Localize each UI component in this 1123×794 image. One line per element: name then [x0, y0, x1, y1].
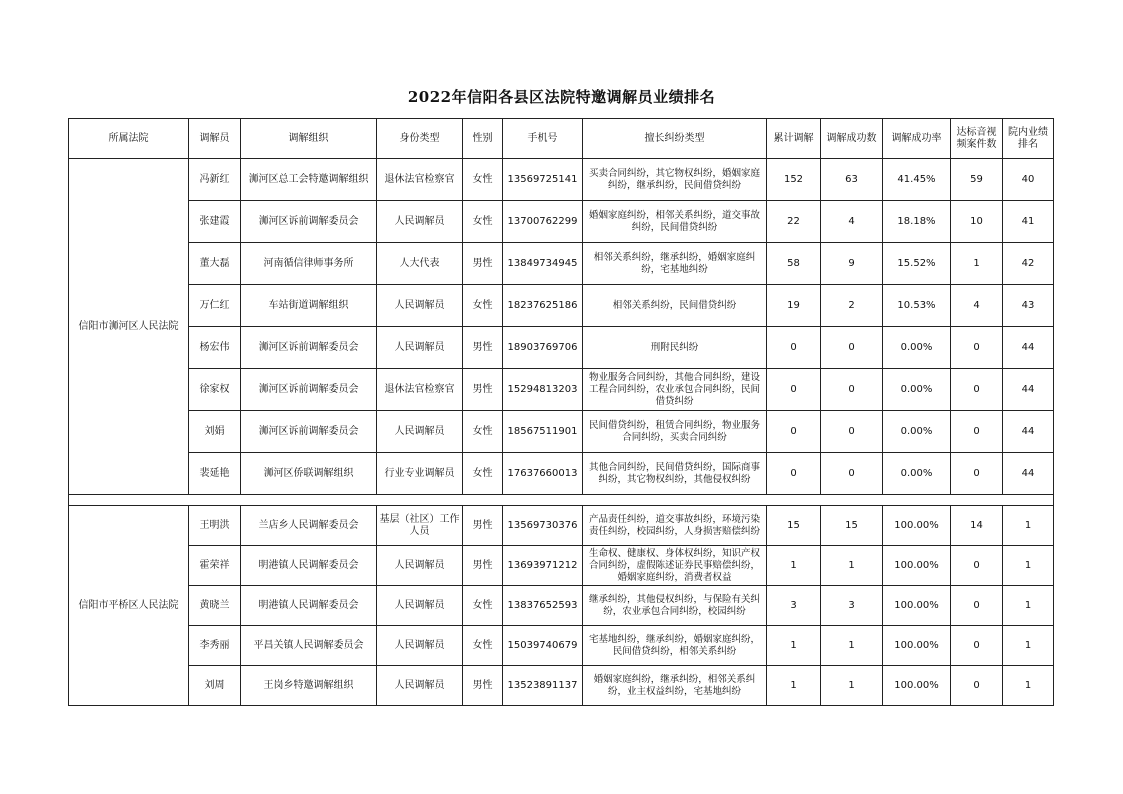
court-rank: 1 — [1003, 626, 1054, 666]
av-case-count: 14 — [951, 506, 1003, 546]
success-rate: 15.52% — [883, 243, 951, 285]
table-row — [69, 369, 1054, 411]
mediation-org: 明港镇人民调解委员会 — [241, 546, 377, 586]
mediation-org: 浉河区诉前调解委员会 — [241, 201, 377, 243]
total-mediated: 22 — [767, 201, 821, 243]
phone: 18567511901 — [503, 411, 583, 453]
identity-type: 人民调解员 — [377, 626, 463, 666]
gender: 女性 — [463, 626, 503, 666]
success-rate: 100.00% — [883, 586, 951, 626]
total-mediated: 0 — [767, 411, 821, 453]
total-mediated: 3 — [767, 586, 821, 626]
dispute-types: 产品责任纠纷，道交事故纠纷，环境污染责任纠纷，校园纠纷，人身损害赔偿纠纷 — [583, 506, 767, 546]
av-case-count: 0 — [951, 626, 1003, 666]
col-header-rate: 调解成功率 — [883, 119, 951, 159]
identity-type: 人民调解员 — [377, 285, 463, 327]
success-count: 1 — [821, 666, 883, 706]
mediation-org: 浉河区总工会特邀调解组织 — [241, 159, 377, 201]
mediation-org: 河南循信律师事务所 — [241, 243, 377, 285]
mediator-name: 裴延艳 — [189, 453, 241, 495]
identity-type: 退休法官检察官 — [377, 369, 463, 411]
success-rate: 100.00% — [883, 626, 951, 666]
dispute-types: 物业服务合同纠纷，其他合同纠纷，建设工程合同纠纷，农业承包合同纠纷，民间借贷纠纷 — [583, 369, 767, 411]
court-name: 信阳市平桥区人民法院 — [69, 506, 189, 706]
phone: 18237625186 — [503, 285, 583, 327]
total-mediated: 0 — [767, 453, 821, 495]
court-rank: 1 — [1003, 546, 1054, 586]
success-rate: 18.18% — [883, 201, 951, 243]
av-case-count: 1 — [951, 243, 1003, 285]
mediator-name: 刘周 — [189, 666, 241, 706]
dispute-types: 宅基地纠纷，继承纠纷，婚姻家庭纠纷，民间借贷纠纷，相邻关系纠纷 — [583, 626, 767, 666]
phone: 13569730376 — [503, 506, 583, 546]
table-row — [69, 666, 1054, 706]
col-header-identity: 身份类型 — [377, 119, 463, 159]
total-mediated: 19 — [767, 285, 821, 327]
identity-type: 人民调解员 — [377, 201, 463, 243]
success-rate: 100.00% — [883, 546, 951, 586]
total-mediated: 152 — [767, 159, 821, 201]
table-row — [69, 586, 1054, 626]
dispute-types: 刑附民纠纷 — [583, 327, 767, 369]
success-rate: 0.00% — [883, 327, 951, 369]
av-case-count: 4 — [951, 285, 1003, 327]
col-header-court: 所属法院 — [69, 119, 189, 159]
table-row — [69, 506, 1054, 546]
av-case-count: 10 — [951, 201, 1003, 243]
mediation-org: 浉河区侨联调解组织 — [241, 453, 377, 495]
mediator-name: 冯新红 — [189, 159, 241, 201]
mediator-name: 刘娟 — [189, 411, 241, 453]
identity-type: 人大代表 — [377, 243, 463, 285]
av-case-count: 0 — [951, 453, 1003, 495]
ranking-table — [68, 118, 1054, 706]
dispute-types: 其他合同纠纷，民间借贷纠纷，国际商事纠纷，其它物权纠纷，其他侵权纠纷 — [583, 453, 767, 495]
court-rank: 1 — [1003, 506, 1054, 546]
av-case-count: 0 — [951, 327, 1003, 369]
table-row — [69, 411, 1054, 453]
mediation-org: 兰店乡人民调解委员会 — [241, 506, 377, 546]
success-count: 9 — [821, 243, 883, 285]
mediator-name: 董大磊 — [189, 243, 241, 285]
identity-type: 基层（社区）工作人员 — [377, 506, 463, 546]
phone: 13523891137 — [503, 666, 583, 706]
gender: 女性 — [463, 159, 503, 201]
gender: 男性 — [463, 369, 503, 411]
success-count: 63 — [821, 159, 883, 201]
mediation-org: 浉河区诉前调解委员会 — [241, 369, 377, 411]
success-count: 0 — [821, 453, 883, 495]
total-mediated: 58 — [767, 243, 821, 285]
phone: 18903769706 — [503, 327, 583, 369]
identity-type: 人民调解员 — [377, 546, 463, 586]
col-header-phone: 手机号 — [503, 119, 583, 159]
gender: 女性 — [463, 453, 503, 495]
dispute-types: 生命权、健康权、身体权纠纷，知识产权合同纠纷，虚假陈述证券民事赔偿纠纷，婚姻家庭纠纷，消费者权益 — [583, 546, 767, 586]
header-row — [69, 119, 1054, 159]
court-rank: 44 — [1003, 369, 1054, 411]
mediation-org: 明港镇人民调解委员会 — [241, 586, 377, 626]
mediator-name: 李秀丽 — [189, 626, 241, 666]
gender: 男性 — [463, 546, 503, 586]
phone: 15294813203 — [503, 369, 583, 411]
gender: 女性 — [463, 201, 503, 243]
av-case-count: 0 — [951, 369, 1003, 411]
success-count: 0 — [821, 327, 883, 369]
success-count: 0 — [821, 411, 883, 453]
av-case-count: 0 — [951, 546, 1003, 586]
col-header-dispute-types: 擅长纠纷类型 — [583, 119, 767, 159]
success-count: 0 — [821, 369, 883, 411]
table-row — [69, 201, 1054, 243]
phone: 13837652593 — [503, 586, 583, 626]
success-count: 1 — [821, 626, 883, 666]
court-rank: 44 — [1003, 411, 1054, 453]
court-rank: 1 — [1003, 666, 1054, 706]
table-row — [69, 626, 1054, 666]
success-rate: 10.53% — [883, 285, 951, 327]
identity-type: 人民调解员 — [377, 411, 463, 453]
success-rate: 100.00% — [883, 506, 951, 546]
dispute-types: 继承纠纷，其他侵权纠纷，与保险有关纠纷，农业承包合同纠纷，校园纠纷 — [583, 586, 767, 626]
success-count: 3 — [821, 586, 883, 626]
phone: 13569725141 — [503, 159, 583, 201]
gender: 男性 — [463, 506, 503, 546]
phone: 17637660013 — [503, 453, 583, 495]
phone: 13849734945 — [503, 243, 583, 285]
table-row — [69, 453, 1054, 495]
success-count: 2 — [821, 285, 883, 327]
court-rank: 41 — [1003, 201, 1054, 243]
total-mediated: 1 — [767, 626, 821, 666]
gender: 女性 — [463, 285, 503, 327]
table-row — [69, 546, 1054, 586]
page-title: 2022年信阳各县区法院特邀调解员业绩排名 — [407, 88, 716, 106]
gender: 女性 — [463, 411, 503, 453]
col-header-rank: 院内业绩排名 — [1003, 119, 1054, 159]
court-rank: 44 — [1003, 327, 1054, 369]
court-rank: 42 — [1003, 243, 1054, 285]
mediation-org: 浉河区诉前调解委员会 — [241, 327, 377, 369]
success-rate: 0.00% — [883, 369, 951, 411]
table-row — [69, 159, 1054, 201]
success-rate: 41.45% — [883, 159, 951, 201]
mediation-org: 王岗乡特邀调解组织 — [241, 666, 377, 706]
col-header-success: 调解成功数 — [821, 119, 883, 159]
success-count: 4 — [821, 201, 883, 243]
av-case-count: 0 — [951, 411, 1003, 453]
phone: 13700762299 — [503, 201, 583, 243]
col-header-mediator: 调解员 — [189, 119, 241, 159]
phone: 15039740679 — [503, 626, 583, 666]
total-mediated: 0 — [767, 369, 821, 411]
identity-type: 人民调解员 — [377, 586, 463, 626]
group-separator — [69, 495, 1054, 506]
identity-type: 人民调解员 — [377, 327, 463, 369]
court-rank: 40 — [1003, 159, 1054, 201]
mediator-name: 王明洪 — [189, 506, 241, 546]
total-mediated: 1 — [767, 546, 821, 586]
mediation-org: 平昌关镇人民调解委员会 — [241, 626, 377, 666]
table-row — [69, 327, 1054, 369]
mediator-name: 万仁红 — [189, 285, 241, 327]
gender: 男性 — [463, 666, 503, 706]
col-header-total: 累计调解 — [767, 119, 821, 159]
identity-type: 退休法官检察官 — [377, 159, 463, 201]
success-count: 1 — [821, 546, 883, 586]
total-mediated: 1 — [767, 666, 821, 706]
dispute-types: 相邻关系纠纷，继承纠纷，婚姻家庭纠纷，宅基地纠纷 — [583, 243, 767, 285]
identity-type: 人民调解员 — [377, 666, 463, 706]
court-rank: 44 — [1003, 453, 1054, 495]
success-rate: 100.00% — [883, 666, 951, 706]
court-rank: 43 — [1003, 285, 1054, 327]
table-row — [69, 285, 1054, 327]
separator-cell — [69, 495, 1054, 506]
col-header-organization: 调解组织 — [241, 119, 377, 159]
dispute-types: 相邻关系纠纷，民间借贷纠纷 — [583, 285, 767, 327]
col-header-av-cases: 达标音视频案件数 — [951, 119, 1003, 159]
av-case-count: 59 — [951, 159, 1003, 201]
phone: 13693971212 — [503, 546, 583, 586]
av-case-count: 0 — [951, 666, 1003, 706]
court-name: 信阳市浉河区人民法院 — [69, 159, 189, 495]
success-rate: 0.00% — [883, 453, 951, 495]
identity-type: 行业专业调解员 — [377, 453, 463, 495]
mediator-name: 霍荣祥 — [189, 546, 241, 586]
mediator-name: 杨宏伟 — [189, 327, 241, 369]
gender: 男性 — [463, 243, 503, 285]
dispute-types: 民间借贷纠纷，租赁合同纠纷，物业服务合同纠纷，买卖合同纠纷 — [583, 411, 767, 453]
total-mediated: 15 — [767, 506, 821, 546]
col-header-gender: 性别 — [463, 119, 503, 159]
mediator-name: 黄晓兰 — [189, 586, 241, 626]
total-mediated: 0 — [767, 327, 821, 369]
table-row — [69, 243, 1054, 285]
mediation-org: 浉河区诉前调解委员会 — [241, 411, 377, 453]
gender: 男性 — [463, 327, 503, 369]
success-rate: 0.00% — [883, 411, 951, 453]
mediation-org: 车站街道调解组织 — [241, 285, 377, 327]
av-case-count: 0 — [951, 586, 1003, 626]
gender: 女性 — [463, 586, 503, 626]
court-rank: 1 — [1003, 586, 1054, 626]
success-count: 15 — [821, 506, 883, 546]
mediator-name: 徐家权 — [189, 369, 241, 411]
dispute-types: 婚姻家庭纠纷，相邻关系纠纷，道交事故纠纷，民间借贷纠纷 — [583, 201, 767, 243]
mediator-name: 张建霞 — [189, 201, 241, 243]
dispute-types: 买卖合同纠纷，其它物权纠纷，婚姻家庭纠纷，继承纠纷，民间借贷纠纷 — [583, 159, 767, 201]
dispute-types: 婚姻家庭纠纷，继承纠纷，相邻关系纠纷，业主权益纠纷，宅基地纠纷 — [583, 666, 767, 706]
